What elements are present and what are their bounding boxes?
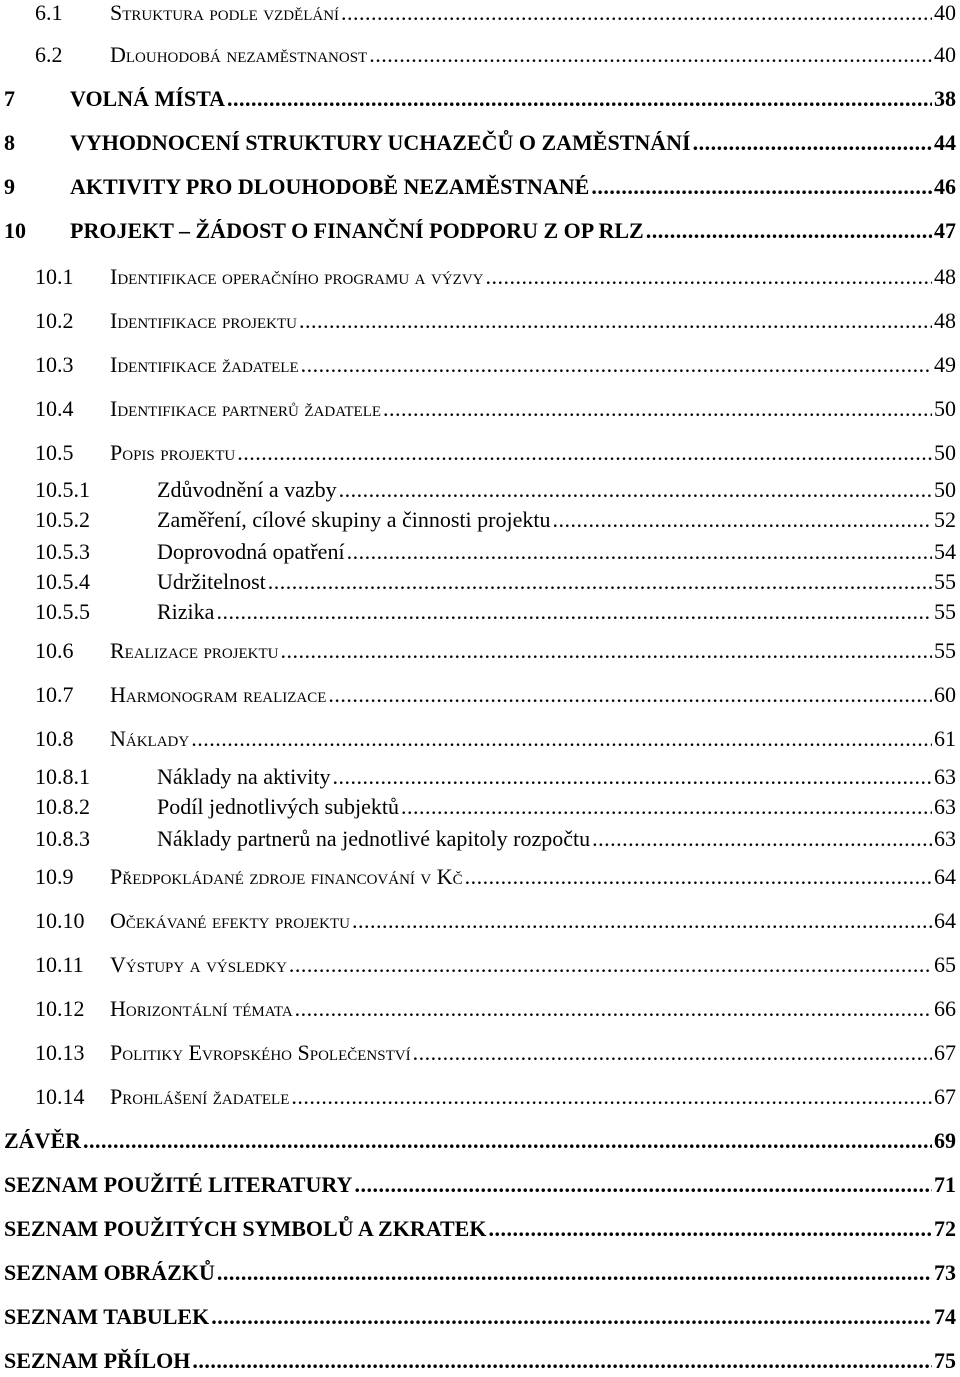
toc-entry-title: Identifikace operačního programu a výzvy xyxy=(110,264,484,289)
toc-entry[interactable] xyxy=(0,132,956,154)
toc-entry[interactable] xyxy=(0,354,956,376)
toc-dot-leader xyxy=(333,766,932,788)
toc-dot-leader xyxy=(465,866,932,888)
toc-dot-leader xyxy=(339,479,932,501)
toc-entry[interactable] xyxy=(0,1086,956,1108)
toc-entry[interactable] xyxy=(0,1262,956,1284)
toc-entry-page: 55 xyxy=(934,638,956,663)
toc-entry-title: Realizace projektu xyxy=(110,638,279,663)
toc-entry-page: 64 xyxy=(934,864,956,889)
toc-entry-page: 54 xyxy=(934,539,956,564)
toc-entry-page: 61 xyxy=(934,726,956,751)
toc-entry-title: Předpokládané zdroje financování v Kč xyxy=(110,864,463,889)
toc-entry-number: 10.9 xyxy=(35,864,74,889)
toc-dot-leader xyxy=(295,998,932,1020)
toc-entry-number: 10.5.1 xyxy=(35,477,90,502)
toc-dot-leader xyxy=(328,684,932,706)
toc-dot-leader xyxy=(592,828,932,850)
toc-entry-title: SEZNAM PŘÍLOH xyxy=(4,1348,191,1373)
toc-dot-leader xyxy=(486,266,933,288)
toc-entry-title: Harmonogram realizace xyxy=(110,682,327,707)
toc-entry-page: 44 xyxy=(934,130,956,155)
toc-entry[interactable] xyxy=(0,176,956,198)
toc-entry[interactable] xyxy=(0,1350,956,1372)
toc-entry-title: Zdůvodnění a vazby xyxy=(157,477,337,502)
toc-entry-number: 10.5.4 xyxy=(35,569,90,594)
toc-entry-page: 67 xyxy=(934,1084,956,1109)
toc-entry[interactable] xyxy=(0,640,956,662)
toc-entry-number: 10 xyxy=(4,218,26,243)
toc-entry-number: 10.8.3 xyxy=(35,826,90,851)
toc-entry[interactable] xyxy=(0,1174,956,1196)
toc-entry-number: 10.1 xyxy=(35,264,74,289)
toc-dot-leader xyxy=(217,1262,932,1284)
toc-dot-leader xyxy=(268,571,932,593)
toc-entry[interactable] xyxy=(0,910,956,932)
toc-entry-number: 10.10 xyxy=(35,908,85,933)
toc-entry-title: Očekávané efekty projektu xyxy=(110,908,350,933)
toc-dot-leader xyxy=(289,954,932,976)
toc-entry-page: 72 xyxy=(934,1216,956,1241)
toc-entry-number: 6.2 xyxy=(35,42,63,67)
toc-entry[interactable] xyxy=(0,310,956,332)
toc-entry-number: 10.5.5 xyxy=(35,599,90,624)
toc-entry-title: PROJEKT – ŽÁDOST O FINANČNÍ PODPORU Z OP RLZ xyxy=(70,218,644,243)
toc-dot-leader xyxy=(401,796,932,818)
toc-dot-leader xyxy=(191,728,932,750)
toc-entry-title: VOLNÁ MÍSTA xyxy=(70,86,225,111)
toc-entry[interactable] xyxy=(0,88,956,110)
toc-dot-leader xyxy=(281,640,933,662)
toc-entry-title: Rizika xyxy=(157,599,215,624)
toc-entry-page: 55 xyxy=(934,599,956,624)
toc-dot-leader xyxy=(488,1218,932,1240)
toc-dot-leader xyxy=(237,442,932,464)
toc-entry[interactable] xyxy=(0,220,956,242)
toc-entry-title: Výstupy a výsledky xyxy=(110,952,287,977)
toc-entry-page: 67 xyxy=(934,1040,956,1065)
toc-entry-title: SEZNAM POUŽITÝCH SYMBOLŮ A ZKRATEK xyxy=(4,1216,487,1241)
toc-entry-number: 10.3 xyxy=(35,352,74,377)
toc-entry-title: SEZNAM OBRÁZKŮ xyxy=(4,1260,215,1285)
toc-entry-number: 10.4 xyxy=(35,396,74,421)
toc-entry-title: Popis projektu xyxy=(110,440,236,465)
toc-dot-leader xyxy=(369,44,932,66)
toc-entry-title: Náklady partnerů na jednotlivé kapitoly rozpočtu xyxy=(157,826,591,851)
toc-entry[interactable] xyxy=(0,998,956,1020)
toc-entry-page: 47 xyxy=(934,218,956,243)
toc-entry-number: 10.12 xyxy=(35,996,85,1021)
toc-entry-page: 50 xyxy=(934,396,956,421)
toc-dot-leader xyxy=(83,1130,932,1152)
toc-dot-leader xyxy=(354,1174,932,1196)
toc-dot-leader xyxy=(352,910,932,932)
toc-entry-title: Identifikace projektu xyxy=(110,308,297,333)
toc-entry-title: Dlouhodobá nezaměstnanost xyxy=(110,42,368,67)
toc-entry-page: 55 xyxy=(934,569,956,594)
toc-entry[interactable] xyxy=(0,442,956,464)
toc-entry-page: 63 xyxy=(934,826,956,851)
toc-dot-leader xyxy=(216,601,932,623)
toc-entry[interactable] xyxy=(0,2,956,24)
toc-dot-leader xyxy=(227,88,932,110)
toc-entry-page: 64 xyxy=(934,908,956,933)
toc-dot-leader xyxy=(192,1350,932,1372)
toc-entry[interactable] xyxy=(0,954,956,976)
toc-entry[interactable] xyxy=(0,1130,956,1152)
toc-entry-page: 63 xyxy=(934,764,956,789)
toc-entry-page: 38 xyxy=(934,86,956,111)
toc-entry-number: 8 xyxy=(4,130,15,155)
toc-entry-number: 10.7 xyxy=(35,682,74,707)
toc-dot-leader xyxy=(413,1042,932,1064)
toc-entry[interactable] xyxy=(0,44,956,66)
toc-dot-leader xyxy=(646,220,932,242)
toc-entry-page: 52 xyxy=(934,507,956,532)
toc-entry[interactable] xyxy=(0,1306,956,1328)
toc-entry-page: 66 xyxy=(934,996,956,1021)
toc-dot-leader xyxy=(301,354,932,376)
toc-entry-page: 48 xyxy=(934,264,956,289)
toc-dot-leader xyxy=(383,398,932,420)
toc-entry-number: 10.8 xyxy=(35,726,74,751)
toc-dot-leader xyxy=(693,132,932,154)
toc-entry-title: Identifikace žadatele xyxy=(110,352,299,377)
toc-entry[interactable] xyxy=(0,479,956,501)
toc-entry-page: 40 xyxy=(934,0,956,25)
toc-entry-number: 10.5 xyxy=(35,440,74,465)
toc-entry-page: 73 xyxy=(934,1260,956,1285)
toc-entry-number: 10.2 xyxy=(35,308,74,333)
toc-entry-title: Zaměření, cílové skupiny a činnosti projektu xyxy=(157,507,551,532)
toc-entry[interactable] xyxy=(0,398,956,420)
toc-entry-number: 10.6 xyxy=(35,638,74,663)
toc-dot-leader xyxy=(211,1306,932,1328)
toc-dot-leader xyxy=(299,310,932,332)
toc-entry-number: 9 xyxy=(4,174,15,199)
toc-dot-leader xyxy=(291,1086,932,1108)
toc-entry-title: Doprovodná opatření xyxy=(157,539,345,564)
toc-entry-number: 10.5.2 xyxy=(35,507,90,532)
toc-entry[interactable] xyxy=(0,541,956,563)
toc-entry-number: 10.13 xyxy=(35,1040,85,1065)
toc-entry-title: Prohlášení žadatele xyxy=(110,1084,290,1109)
toc-entry-page: 40 xyxy=(934,42,956,67)
toc-dot-leader xyxy=(552,509,932,531)
toc-entry-number: 10.8.2 xyxy=(35,794,90,819)
toc-entry-page: 74 xyxy=(934,1304,956,1329)
toc-entry-title: VYHODNOCENÍ STRUKTURY UCHAZEČŮ O ZAMĚSTNÁNÍ xyxy=(70,130,691,155)
toc-entry[interactable] xyxy=(0,684,956,706)
toc-entry-title: Udržitelnost xyxy=(157,569,266,594)
toc-entry-number: 6.1 xyxy=(35,0,63,25)
toc-entry-number: 10.5.3 xyxy=(35,539,90,564)
toc-entry-title: AKTIVITY PRO DLOUHODOBĚ NEZAMĚSTNANÉ xyxy=(70,174,590,199)
toc-dot-leader xyxy=(591,176,932,198)
toc-entry-title: Podíl jednotlivých subjektů xyxy=(157,794,399,819)
toc-entry[interactable] xyxy=(0,509,956,531)
toc-entry[interactable] xyxy=(0,601,956,623)
toc-entry[interactable] xyxy=(0,1218,956,1240)
toc-entry-number: 10.8.1 xyxy=(35,764,90,789)
toc-entry-page: 63 xyxy=(934,794,956,819)
toc-entry-title: SEZNAM TABULEK xyxy=(4,1304,210,1329)
toc-entry[interactable] xyxy=(0,1042,956,1064)
toc-entry[interactable] xyxy=(0,571,956,593)
toc-entry[interactable] xyxy=(0,828,956,850)
toc-entry[interactable] xyxy=(0,766,956,788)
toc-entry-number: 10.14 xyxy=(35,1084,85,1109)
toc-entry-page: 60 xyxy=(934,682,956,707)
toc-dot-leader xyxy=(347,541,932,563)
toc-entry-title: ZÁVĚR xyxy=(4,1128,82,1153)
toc-entry-title: Struktura podle vzdělání xyxy=(110,0,340,25)
toc-entry-title: Identifikace partnerů žadatele xyxy=(110,396,382,421)
toc-entry-number: 10.11 xyxy=(35,952,84,977)
toc-entry-page: 49 xyxy=(934,352,956,377)
toc-entry[interactable] xyxy=(0,866,956,888)
toc-entry-title: Náklady xyxy=(110,726,190,751)
toc-entry-page: 50 xyxy=(934,440,956,465)
toc-entry-title: Náklady na aktivity xyxy=(157,764,331,789)
toc-entry-page: 71 xyxy=(934,1172,956,1197)
toc-entry-number: 7 xyxy=(4,86,15,111)
toc-entry-page: 75 xyxy=(934,1348,956,1373)
toc-entry-page: 48 xyxy=(934,308,956,333)
toc-entry-title: Politiky Evropského Společenství xyxy=(110,1040,411,1065)
toc-entry-title: Horizontální témata xyxy=(110,996,293,1021)
toc-entry-page: 65 xyxy=(934,952,956,977)
toc-entry-page: 50 xyxy=(934,477,956,502)
toc-entry-page: 69 xyxy=(934,1128,956,1153)
toc-entry[interactable] xyxy=(0,796,956,818)
toc-entry[interactable] xyxy=(0,728,956,750)
toc-entry[interactable] xyxy=(0,266,956,288)
toc-entry-page: 46 xyxy=(934,174,956,199)
toc-entry-title: SEZNAM POUŽITÉ LITERATURY xyxy=(4,1172,353,1197)
toc-dot-leader xyxy=(341,2,932,24)
